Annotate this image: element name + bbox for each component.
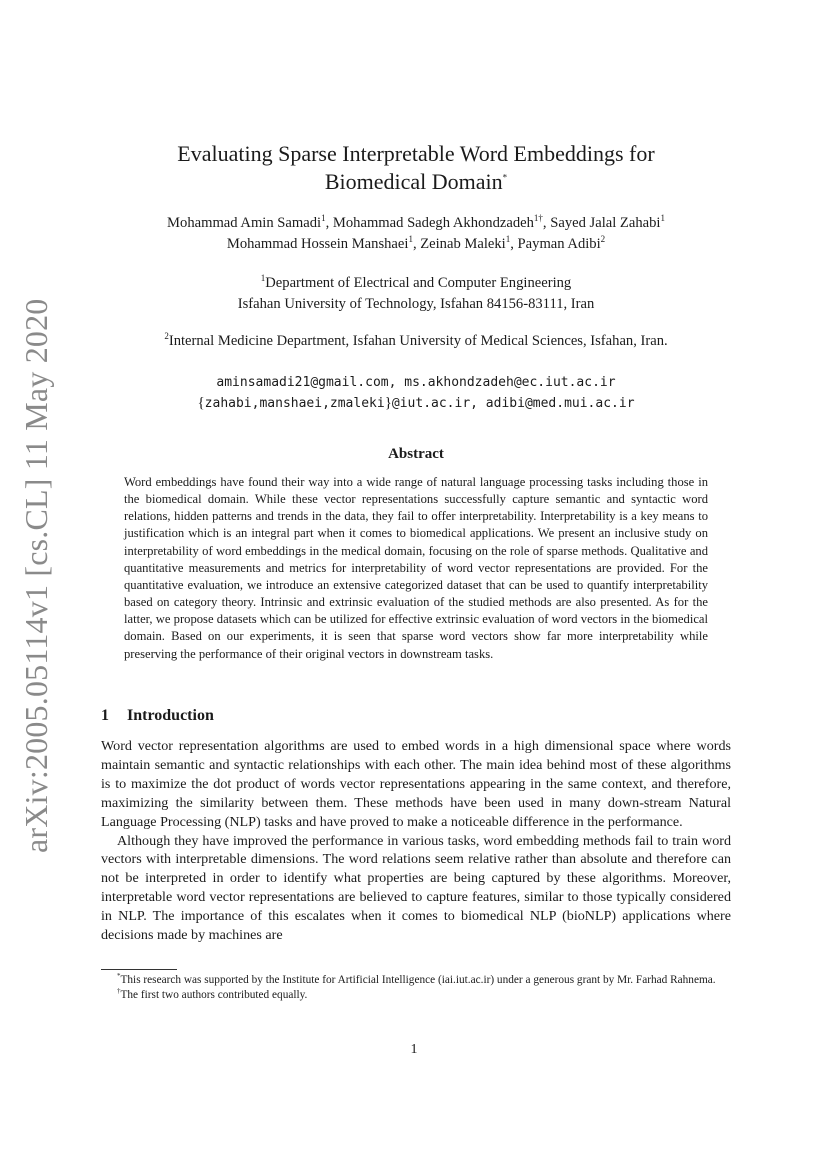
footnote-divider — [101, 969, 177, 970]
affiliation-mark: 2 — [164, 331, 169, 342]
title-line-2 — [100, 168, 732, 196]
title-line-2-text: Biomedical Domain — [324, 169, 503, 194]
author-line-1 — [100, 213, 732, 234]
affiliation-1-line-2: Isfahan University of Technology, Isfahan 84156-83111, Iran — [237, 296, 595, 312]
section-number: 1 — [101, 707, 109, 724]
affiliation-2 — [100, 331, 732, 352]
author-name: Zeinab Maleki — [420, 236, 506, 252]
email-line-2[interactable] — [100, 393, 732, 414]
title-line-1: Evaluating Sparse Interpretable Word Embeddings for — [177, 141, 655, 166]
abstract-heading: Abstract — [388, 446, 444, 462]
email-brace-open: { — [197, 395, 205, 411]
footnotes — [101, 973, 731, 1003]
author-separator: , — [325, 215, 333, 231]
author-separator: , — [412, 236, 421, 252]
introduction-body — [101, 737, 731, 945]
abstract-text: Word embeddings have found their way into a wide range of natural language processing tasks including those in the biomedical domain. While these vector representations successfully capture semantic and syntactic word relations, hidden patterns and trends in the data, they fail to offer interpretability. Interpretability is a key means to justification which is an integral part when it comes to biomedical applications. We present an inclusive study on interpretability of word embeddings in the medical domain, focusing on the role of sparse methods. Qualitative and quantitative measurements and metrics for interpretability of word vector representations are provided. For the quantitative evaluation, we introduce an extensive categorized dataset that can be used to quantify interpretability based on category theory. Intrinsic and extrinsic evaluation of the studied methods are also presented. As for the latter, we propose datasets which can be utilized for effective extrinsic evaluation of word vectors in the biomedical domain. Based on our experiments, it is seen that sparse word vectors show far more interpretability while preserving the performance of their original vectors in downstream tasks. — [124, 475, 708, 661]
footnote-2 — [101, 988, 731, 1003]
affiliation-1-department: Department of Electrical and Computer Engineering — [265, 275, 572, 291]
footnote-1-text: This research was supported by the Institute for Artificial Intelligence (iai.iut.ac.ir) under a generous grant by Mr. Farhad Rahnema. — [120, 974, 716, 986]
footnote-2-text: The first two authors contributed equally. — [120, 989, 308, 1001]
affiliation-1-line-1 — [100, 273, 732, 294]
author-affiliation-mark: 1 — [408, 234, 413, 245]
author-name: Mohammad Sadegh Akhondzadeh — [332, 215, 534, 231]
footnote-mark: † — [117, 987, 121, 996]
footnote-mark: * — [117, 972, 121, 981]
email-line-1[interactable]: aminsamadi21@gmail.com, ms.akhondzadeh@ec.iut.ac.ir — [216, 375, 616, 390]
author-separator: , — [542, 215, 551, 231]
email-line-2-rest: @iut.ac.ir, adibi@med.mui.ac.ir — [391, 396, 635, 411]
paragraph: Although they have improved the performance in various tasks, word embedding methods fail to train word vectors with interpretable dimensions. The word relations seem relative rather than absolute and therefore can not be interpreted in order to identify what properties are being captured by these algorithms. Moreover, interpretable word vector representations are believed to capture features, similar to those typically considered in NLP. The importance of this escalates when it comes to biomedical NLP (bioNLP) applications where decisions made by machines are — [101, 832, 731, 944]
affiliation-2-text: Internal Medicine Department, Isfahan University of Medical Sciences, Isfahan, Iran. — [168, 333, 668, 349]
affiliation-mark: 1 — [260, 273, 266, 284]
author-separator: , — [510, 236, 518, 252]
author-affiliation-mark: 1 — [505, 234, 511, 245]
author-affiliation-mark: 1 — [660, 213, 665, 224]
author-name: Payman Adibi — [517, 236, 601, 252]
author-affiliation-mark: 1 — [321, 213, 326, 224]
section-title: Introduction — [127, 707, 214, 724]
author-list — [100, 213, 732, 255]
author-affiliation-mark: 2 — [600, 234, 606, 245]
author-name: Mohammad Hossein Manshaei — [226, 236, 409, 252]
author-emails — [100, 372, 732, 414]
paper-title — [100, 140, 732, 196]
author-name: Mohammad Amin Samadi — [167, 215, 322, 231]
footnote-1 — [101, 973, 731, 988]
email-brace-close: } — [384, 395, 392, 411]
paragraph: Word vector representation algorithms are used to embed words in a high dimensional space where words maintain semantic and syntactic relationships with each other. The main idea behind most of these algorithms is to maximize the dot product of words vector representations appearing in the same context, and therefore, maximizing the similarity between them. These methods have been used in many down-stream Natural Language Processing (NLP) tasks and have proved to make a noticeable difference in the performance. — [101, 738, 731, 830]
author-line-2 — [100, 234, 732, 255]
title-footnote-mark: * — [502, 172, 508, 183]
section-heading-introduction — [101, 707, 214, 725]
affiliation-1 — [100, 273, 732, 315]
author-affiliation-mark: 1† — [533, 213, 543, 224]
page-number: 1 — [410, 1042, 418, 1057]
email-group-names: zahabi,manshaei,zmaleki — [204, 396, 385, 411]
arxiv-identifier-stamp[interactable]: arXiv:2005.05114v1 [cs.CL] 11 May 2020 — [18, 298, 54, 853]
author-name: Sayed Jalal Zahabi — [550, 215, 661, 231]
